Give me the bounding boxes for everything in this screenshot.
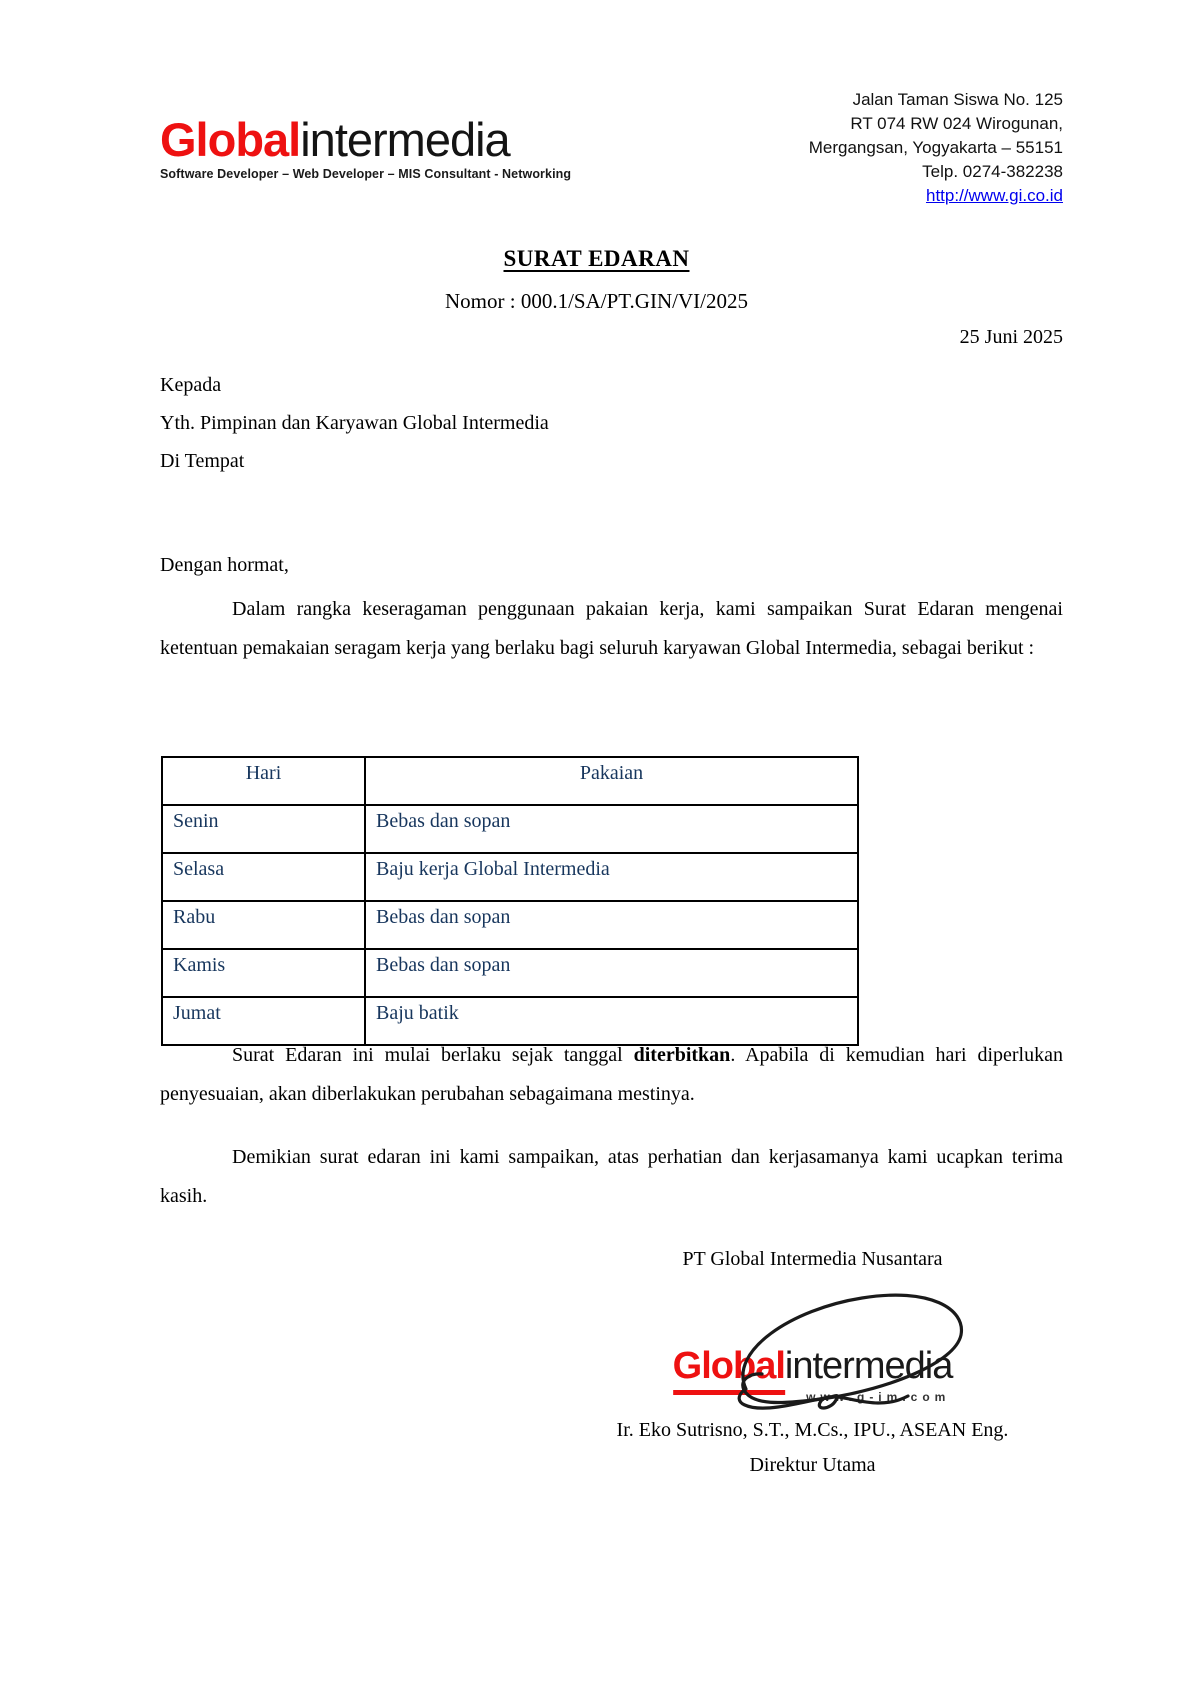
address-line: Telp. 0274-382238 <box>922 162 1063 181</box>
stamp-brand-red: Global <box>673 1347 785 1395</box>
stamp-website: www.g-im.com <box>806 1390 951 1404</box>
paragraph-closing: Demikian surat edaran ini kami sampaikan, atas perhatian dan kerjasamanya kami ucapkan terima kasih. <box>160 1146 1063 1207</box>
paragraph-intro: Dalam rangka keseragaman penggunaan pakaian kerja, kami sampaikan Surat Edaran mengenai ketentuan pemakaian seragam kerja yang berlaku bagi seluruh karyawan Global Intermedia, sebagai berikut : <box>160 598 1063 659</box>
signature-title: Direktur Utama <box>749 1454 876 1476</box>
cell-dress: Baju kerja Global Intermedia <box>365 853 858 901</box>
recipient-place: Di Tempat <box>160 450 245 472</box>
handwritten-signature <box>712 1289 968 1419</box>
table-row <box>162 901 858 949</box>
table-row <box>162 805 858 853</box>
cell-day: Selasa <box>162 853 365 901</box>
address-line: RT 074 RW 024 Wirogunan, <box>850 114 1063 133</box>
paragraph-effective-date <box>160 1036 1063 1114</box>
paragraph-effective-bold: diterbitkan <box>633 1044 731 1066</box>
website-link[interactable]: http://www.gi.co.id <box>925 186 1063 205</box>
letter-date: 25 Juni 2025 <box>959 326 1063 348</box>
letter-title: SURAT EDARAN <box>503 246 690 271</box>
cell-dress: Bebas dan sopan <box>365 901 858 949</box>
cell-day: Senin <box>162 805 365 853</box>
uniform-schedule-table <box>161 756 859 1046</box>
signature-name: Ir. Eko Sutrisno, S.T., M.Cs., IPU., ASEAN Eng. <box>616 1419 1009 1441</box>
cell-dress: Bebas dan sopan <box>365 949 858 997</box>
table-header-pakaian: Pakaian <box>365 757 858 805</box>
paragraph-effective-pre: Surat Edaran ini mulai berlaku sejak tanggal <box>232 1044 634 1066</box>
cell-dress: Bebas dan sopan <box>365 805 858 853</box>
company-logo-wordmark <box>160 113 571 166</box>
company-address <box>809 88 1063 208</box>
cell-day: Rabu <box>162 901 365 949</box>
company-logo <box>160 113 572 181</box>
table-row <box>162 853 858 901</box>
company-tagline: Software Developer – Web Developer – MIS Consultant - Networking <box>160 167 572 181</box>
cell-day: Kamis <box>162 949 365 997</box>
paragraph-effective-post: . Apabila di kemudian hari diperlukan penyesuaian, akan diberlakukan perubahan sebagaimana mestinya. <box>160 1044 1063 1105</box>
letter-number: Nomor : 000.1/SA/PT.GIN/VI/2025 <box>445 289 748 313</box>
table-row <box>162 949 858 997</box>
table-header-row <box>162 757 858 805</box>
logo-brand-black: intermedia <box>300 113 510 166</box>
table-header-hari: Hari <box>162 757 365 805</box>
cell-day: Jumat <box>162 997 365 1045</box>
address-line: Mergangsan, Yogyakarta – 55151 <box>808 138 1063 157</box>
address-line: Jalan Taman Siswa No. 125 <box>852 90 1063 109</box>
cell-dress: Baju batik <box>365 997 858 1045</box>
recipient-block <box>160 366 549 480</box>
logo-brand-red: Global <box>160 113 301 166</box>
company-stamp <box>560 1285 1065 1417</box>
salutation: Dengan hormat, <box>160 554 289 576</box>
signature-block <box>560 1248 1065 1477</box>
signature-company: PT Global Intermedia Nusantara <box>682 1248 943 1270</box>
recipient-kepada: Kepada <box>160 374 222 396</box>
stamp-brand-black: intermedia <box>784 1345 953 1387</box>
recipient-name: Yth. Pimpinan dan Karyawan Global Intermedia <box>160 412 549 434</box>
